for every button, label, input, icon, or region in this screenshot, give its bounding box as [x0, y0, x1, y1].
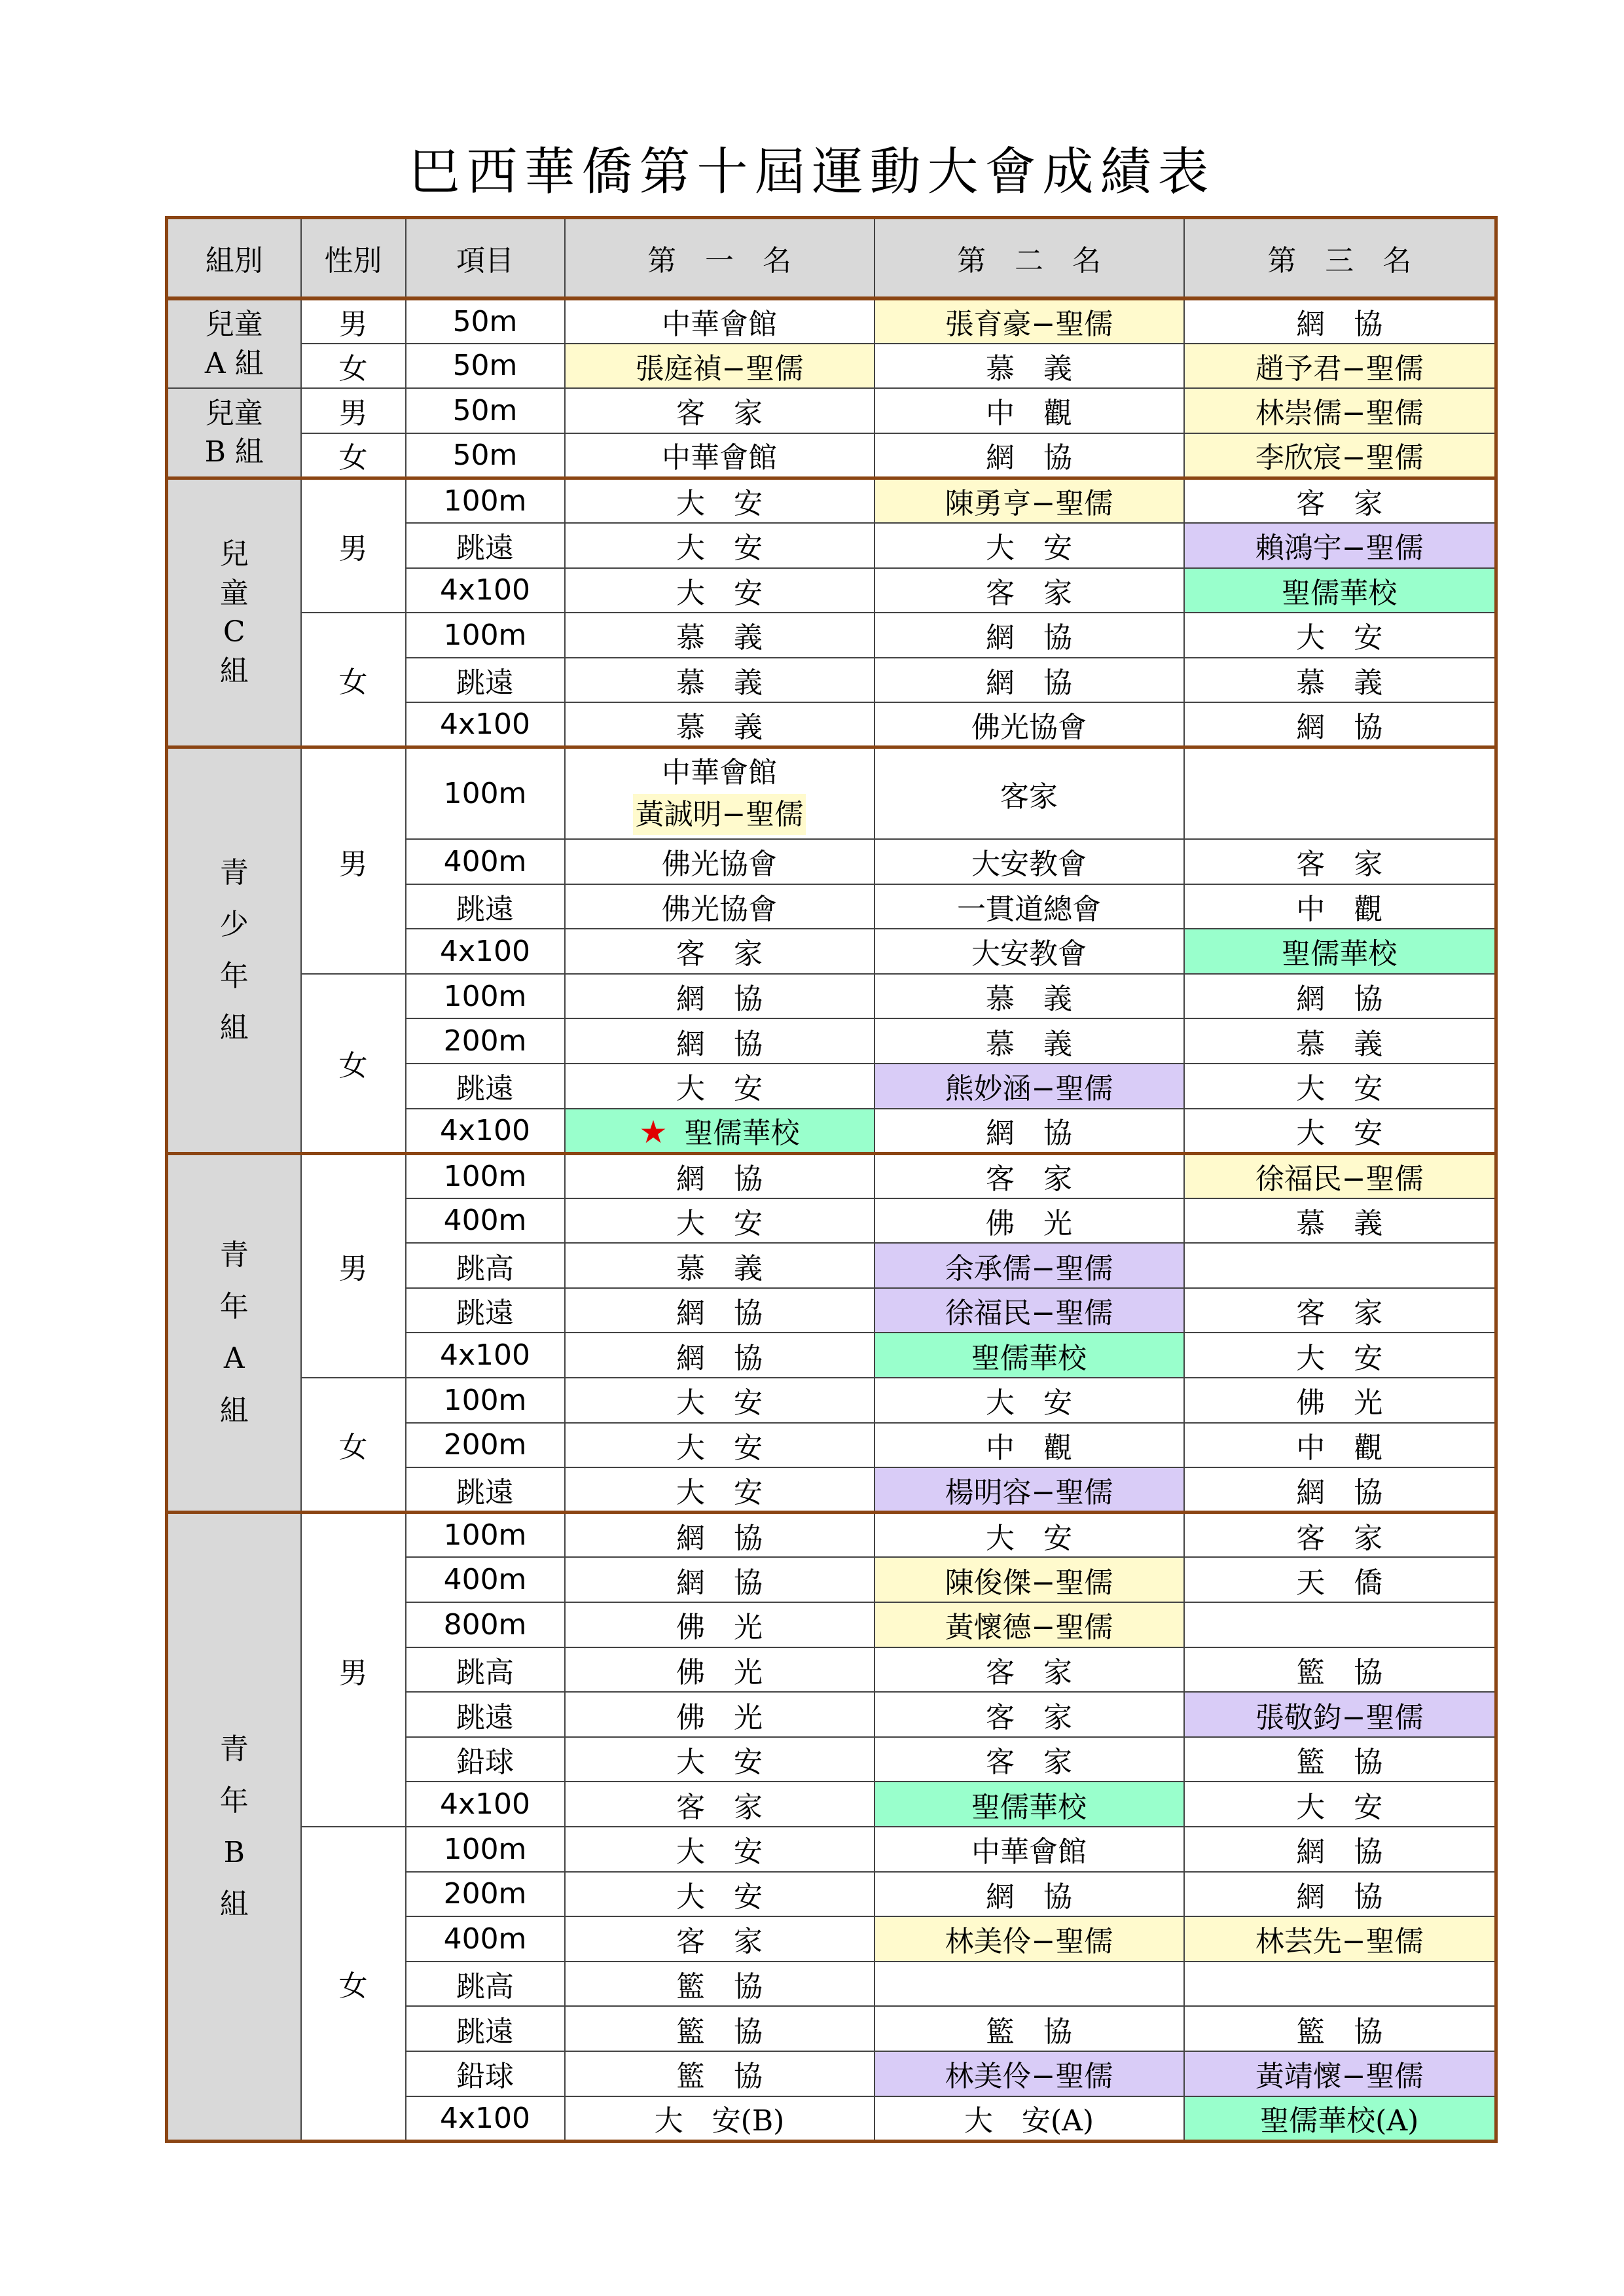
third-cell: 客 家: [1184, 1513, 1496, 1558]
event-cell: 100m: [406, 613, 565, 658]
second-cell: 網 協: [875, 1872, 1184, 1917]
table-row: [167, 433, 1496, 478]
second-cell: 聖儒華校: [875, 1782, 1184, 1827]
first-cell: 網 協: [565, 1557, 875, 1602]
first-cell: 客 家: [565, 1916, 875, 1962]
group-label: 青 少 年 組: [219, 855, 249, 1045]
event-cell: 4x100: [406, 1333, 565, 1378]
third-cell: 聖儒華校(A): [1184, 2096, 1496, 2142]
third-cell: 賴鴻宇−聖儒: [1184, 523, 1496, 568]
third-cell: 大 安: [1184, 1782, 1496, 1827]
second-cell: 網 協: [875, 1109, 1184, 1154]
third-cell: 中 觀: [1184, 884, 1496, 929]
third-cell: [1184, 747, 1496, 839]
second-cell: 網 協: [875, 433, 1184, 478]
sex-cell: 男: [301, 388, 406, 433]
second-cell: 徐福民−聖儒: [875, 1288, 1184, 1333]
second-cell: 客 家: [875, 1692, 1184, 1737]
second-cell: 中華會館: [875, 1827, 1184, 1872]
first-cell: 大 安: [565, 523, 875, 568]
first-cell: 籃 協: [565, 1962, 875, 2007]
table-row: [167, 344, 1496, 389]
third-cell: 籃 協: [1184, 2006, 1496, 2051]
third-cell: 天 僑: [1184, 1557, 1496, 1602]
first-cell: 客 家: [565, 1782, 875, 1827]
second-cell: 大 安: [875, 1378, 1184, 1423]
first-cell: 佛 光: [565, 1647, 875, 1693]
results-table: [165, 216, 1498, 2143]
first-cell: 中華會館: [565, 433, 875, 478]
event-cell: 鉛球: [406, 2051, 565, 2096]
event-cell: 跳遠: [406, 884, 565, 929]
third-cell: 籃 協: [1184, 1737, 1496, 1782]
event-cell: 50m: [406, 388, 565, 433]
group-label: 兒童 B 組: [204, 396, 264, 469]
third-cell: 客 家: [1184, 1288, 1496, 1333]
event-cell: 鉛球: [406, 1737, 565, 1782]
event-cell: 200m: [406, 1018, 565, 1064]
group-label: 青 年 B 組: [219, 1732, 249, 1922]
event-cell: 4x100: [406, 568, 565, 613]
table-row: [167, 747, 1496, 839]
third-cell: 中 觀: [1184, 1423, 1496, 1468]
table-row: [167, 478, 1496, 523]
sex-cell: 男: [301, 1513, 406, 1827]
first-cell: 慕 義: [565, 613, 875, 658]
second-cell: 網 協: [875, 658, 1184, 703]
table-row: [167, 974, 1496, 1019]
star-icon: ★: [639, 1114, 668, 1151]
second-cell: 籃 協: [875, 2006, 1184, 2051]
group-cell: [167, 298, 301, 388]
second-cell: 客 家: [875, 1647, 1184, 1693]
third-cell: 慕 義: [1184, 658, 1496, 703]
third-cell: 網 協: [1184, 974, 1496, 1019]
third-cell: 網 協: [1184, 1872, 1496, 1917]
sex-cell: 女: [301, 344, 406, 389]
second-cell: 張育豪−聖儒: [875, 298, 1184, 344]
group-cell: [167, 1153, 301, 1513]
event-cell: 跳遠: [406, 1692, 565, 1737]
second-cell: 陳勇亨−聖儒: [875, 478, 1184, 523]
second-cell: [875, 1962, 1184, 2007]
second-cell: 慕 義: [875, 1018, 1184, 1064]
event-cell: 50m: [406, 344, 565, 389]
third-cell: 網 協: [1184, 298, 1496, 344]
header-group: 組別: [167, 218, 301, 299]
table-row: [167, 1153, 1496, 1198]
second-cell: 林美伶−聖儒: [875, 1916, 1184, 1962]
event-cell: 100m: [406, 1378, 565, 1423]
first-cell: 網 協: [565, 1288, 875, 1333]
table-row: [167, 298, 1496, 344]
second-cell: 大 安: [875, 1513, 1184, 1558]
second-cell: 大 安(A): [875, 2096, 1184, 2142]
third-cell: 網 協: [1184, 1827, 1496, 1872]
sex-cell: 男: [301, 298, 406, 344]
event-cell: 跳遠: [406, 523, 565, 568]
third-cell: 黃靖懷−聖儒: [1184, 2051, 1496, 2096]
first-cell: 中華會館: [565, 298, 875, 344]
event-cell: 100m: [406, 974, 565, 1019]
event-cell: 跳遠: [406, 2006, 565, 2051]
third-cell: 趙予君−聖儒: [1184, 344, 1496, 389]
sex-cell: 男: [301, 747, 406, 974]
group-label: 青 年 A 組: [219, 1238, 249, 1427]
second-cell: 佛 光: [875, 1198, 1184, 1244]
first-cell: 網 協: [565, 1153, 875, 1198]
first-cell: 大 安(B): [565, 2096, 875, 2142]
third-cell: 客 家: [1184, 839, 1496, 884]
event-cell: 200m: [406, 1872, 565, 1917]
third-cell: 徐福民−聖儒: [1184, 1153, 1496, 1198]
first-cell: 大 安: [565, 1827, 875, 1872]
table-row: [167, 1378, 1496, 1423]
event-cell: 跳高: [406, 1647, 565, 1693]
event-cell: 100m: [406, 1827, 565, 1872]
second-cell: 客 家: [875, 1153, 1184, 1198]
event-cell: 400m: [406, 1198, 565, 1244]
first-cell: 籃 協: [565, 2006, 875, 2051]
second-cell: 熊妙涵−聖儒: [875, 1064, 1184, 1109]
third-cell: 大 安: [1184, 1333, 1496, 1378]
group-cell: [167, 388, 301, 478]
event-cell: 跳遠: [406, 1064, 565, 1109]
third-cell: [1184, 1243, 1496, 1288]
third-cell: 大 安: [1184, 1109, 1496, 1154]
event-cell: 4x100: [406, 702, 565, 747]
first-cell: [565, 747, 875, 839]
first-cell: 籃 協: [565, 2051, 875, 2096]
event-cell: 跳遠: [406, 658, 565, 703]
first-cell: 佛 光: [565, 1602, 875, 1647]
third-cell: [1184, 1602, 1496, 1647]
third-cell: 聖儒華校: [1184, 929, 1496, 974]
first-cell: 大 安: [565, 1423, 875, 1468]
event-cell: 50m: [406, 433, 565, 478]
first-cell: 網 協: [565, 1333, 875, 1378]
third-cell: 大 安: [1184, 1064, 1496, 1109]
first-cell: 張庭禎−聖儒: [565, 344, 875, 389]
header-sex: 性別: [301, 218, 406, 299]
event-cell: 4x100: [406, 1782, 565, 1827]
first-cell: 大 安: [565, 1737, 875, 1782]
third-cell: 林芸先−聖儒: [1184, 1916, 1496, 1962]
sex-cell: 女: [301, 613, 406, 747]
third-cell: 林崇儒−聖儒: [1184, 388, 1496, 433]
sex-cell: 男: [301, 478, 406, 613]
event-cell: 800m: [406, 1602, 565, 1647]
header-third: 第 三 名: [1184, 218, 1496, 299]
first-name-a: 中華會館: [662, 755, 777, 789]
event-cell: 100m: [406, 478, 565, 523]
sex-cell: 女: [301, 1378, 406, 1513]
first-cell: 慕 義: [565, 658, 875, 703]
first-cell: 大 安: [565, 1467, 875, 1513]
second-cell: 客 家: [875, 568, 1184, 613]
event-cell: 4x100: [406, 1109, 565, 1154]
page-title: 巴西華僑第十屆運動大會成績表: [408, 143, 1216, 202]
third-cell: 客 家: [1184, 478, 1496, 523]
second-cell: 大 安: [875, 523, 1184, 568]
first-cell: 大 安: [565, 1872, 875, 1917]
second-cell: 聖儒華校: [875, 1333, 1184, 1378]
first-cell: 網 協: [565, 1018, 875, 1064]
first-cell: 佛光協會: [565, 839, 875, 884]
first-cell: 慕 義: [565, 1243, 875, 1288]
header-event: 項目: [406, 218, 565, 299]
group-label: 兒童 A 組: [204, 308, 264, 380]
sex-cell: 女: [301, 1827, 406, 2141]
first-cell: 大 安: [565, 568, 875, 613]
group-cell: [167, 478, 301, 747]
event-cell: 跳高: [406, 1243, 565, 1288]
event-cell: 400m: [406, 1557, 565, 1602]
third-cell: 網 協: [1184, 1467, 1496, 1513]
header-second: 第 二 名: [875, 218, 1184, 299]
second-cell: 余承儒−聖儒: [875, 1243, 1184, 1288]
group-cell: [167, 1513, 301, 2141]
first-cell: 佛光協會: [565, 884, 875, 929]
first-cell: 網 協: [565, 1513, 875, 1558]
table-row: [167, 388, 1496, 433]
table-row: [167, 1513, 1496, 1558]
third-cell: 網 協: [1184, 702, 1496, 747]
third-cell: 佛 光: [1184, 1378, 1496, 1423]
first-cell: [565, 1109, 875, 1154]
second-cell: 大安教會: [875, 929, 1184, 974]
third-cell: 李欣宸−聖儒: [1184, 433, 1496, 478]
third-cell: 聖儒華校: [1184, 568, 1496, 613]
first-cell: 大 安: [565, 478, 875, 523]
event-cell: 400m: [406, 839, 565, 884]
third-cell: [1184, 1962, 1496, 2007]
event-cell: 100m: [406, 1153, 565, 1198]
first-cell: 大 安: [565, 1378, 875, 1423]
table-row: [167, 1827, 1496, 1872]
event-cell: 200m: [406, 1423, 565, 1468]
group-label: 兒 童 C 組: [219, 537, 249, 688]
second-cell: 客家: [875, 747, 1184, 839]
second-cell: 慕 義: [875, 974, 1184, 1019]
third-cell: 大 安: [1184, 613, 1496, 658]
first-cell: 大 安: [565, 1198, 875, 1244]
event-cell: 跳遠: [406, 1467, 565, 1513]
event-cell: 100m: [406, 747, 565, 839]
event-cell: 4x100: [406, 2096, 565, 2142]
second-cell: 楊明容−聖儒: [875, 1467, 1184, 1513]
group-cell: [167, 747, 301, 1153]
first-name-b: 黃誠明−聖儒: [633, 794, 806, 836]
second-cell: 陳俊傑−聖儒: [875, 1557, 1184, 1602]
second-cell: 中 觀: [875, 388, 1184, 433]
event-cell: 跳遠: [406, 1288, 565, 1333]
header-first: 第 一 名: [565, 218, 875, 299]
second-cell: 客 家: [875, 1737, 1184, 1782]
second-cell: 慕 義: [875, 344, 1184, 389]
second-cell: 中 觀: [875, 1423, 1184, 1468]
second-cell: 大安教會: [875, 839, 1184, 884]
third-cell: 慕 義: [1184, 1198, 1496, 1244]
event-cell: 400m: [406, 1916, 565, 1962]
header-row: [167, 218, 1496, 299]
second-cell: 一貫道總會: [875, 884, 1184, 929]
sex-cell: 女: [301, 433, 406, 478]
table-row: [167, 613, 1496, 658]
first-cell: 客 家: [565, 929, 875, 974]
first-cell: 佛 光: [565, 1692, 875, 1737]
event-cell: 100m: [406, 1513, 565, 1558]
event-cell: 4x100: [406, 929, 565, 974]
event-cell: 跳高: [406, 1962, 565, 2007]
first-cell: 網 協: [565, 974, 875, 1019]
first-cell: 客 家: [565, 388, 875, 433]
first-cell: 大 安: [565, 1064, 875, 1109]
third-cell: 張敬鈞−聖儒: [1184, 1692, 1496, 1737]
second-cell: 黃懷德−聖儒: [875, 1602, 1184, 1647]
first-name: 聖儒華校: [684, 1117, 800, 1151]
third-cell: 籃 協: [1184, 1647, 1496, 1693]
second-cell: 網 協: [875, 613, 1184, 658]
sex-cell: 男: [301, 1153, 406, 1378]
sex-cell: 女: [301, 974, 406, 1153]
second-cell: 佛光協會: [875, 702, 1184, 747]
first-cell: 慕 義: [565, 702, 875, 747]
second-cell: 林美伶−聖儒: [875, 2051, 1184, 2096]
event-cell: 50m: [406, 298, 565, 344]
third-cell: 慕 義: [1184, 1018, 1496, 1064]
